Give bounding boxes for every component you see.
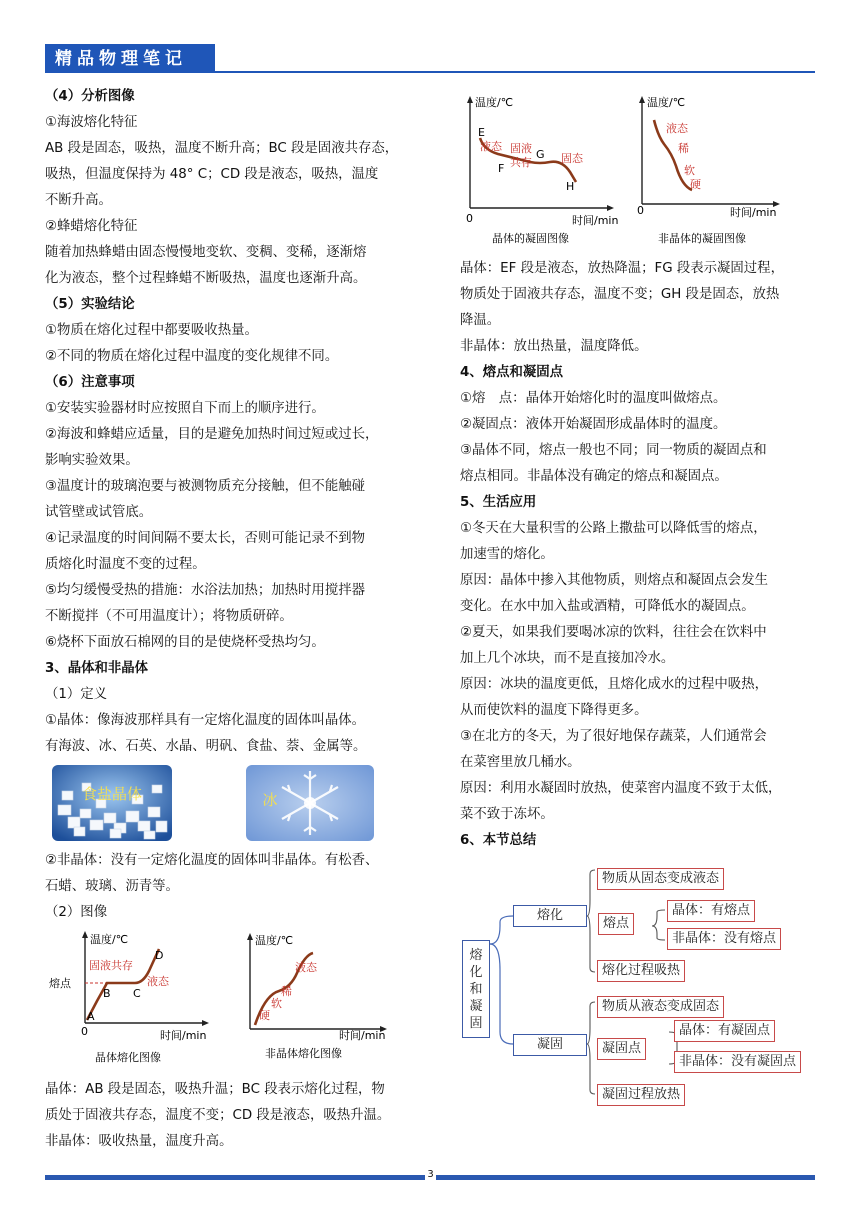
melting-point-box: 熔点	[598, 913, 634, 935]
y-axis-label: 温度/℃	[255, 934, 294, 947]
paragraph: 原因：晶体中掺入其他物质，则熔点和凝固点会发生	[460, 573, 768, 588]
point-e: E	[478, 126, 485, 139]
origin-label: 0	[81, 1025, 88, 1038]
hard-label: 硬	[690, 178, 701, 191]
graph-caption: 非晶体熔化图像	[265, 1047, 342, 1060]
right-column	[460, 256, 820, 854]
noncrystal-melting-graph	[235, 925, 415, 1070]
ice-label: 冰	[262, 791, 278, 809]
soft-label: 软	[684, 164, 695, 177]
root-char: 化	[469, 965, 483, 980]
noncrystal-melting-point-box: 非晶体：没有熔点	[667, 928, 781, 950]
paragraph: 变化。在水中加入盐或酒精，可降低水的凝固点。	[460, 599, 755, 614]
footer-bar-right	[436, 1175, 815, 1180]
footer-bar-left	[45, 1175, 425, 1180]
paragraph: ②夏天，如果我们要喝冰凉的饮料，往往会在饮料中	[460, 625, 767, 640]
solid-label: 固态	[561, 152, 583, 165]
point-c: C	[133, 987, 141, 1000]
header-rule	[215, 71, 815, 73]
point-d: D	[155, 949, 164, 962]
freezing-heat-box: 凝固过程放热	[597, 1084, 685, 1106]
paragraph: ④记录温度的时间间隔不要太长，否则可能记录不到物	[45, 531, 365, 546]
left-column-top	[45, 84, 425, 760]
paragraph: 晶体：AB 段是固态，吸热升温；BC 段表示熔化过程，物	[45, 1082, 385, 1097]
thin-label: 稀	[678, 142, 689, 155]
paragraph: ②凝固点：液体开始凝固形成晶体时的温度。	[460, 417, 727, 432]
graph-caption: 晶体熔化图像	[95, 1051, 161, 1064]
paragraph: ①安装实验器材时应按照自下而上的顺序进行。	[45, 401, 325, 416]
liquid-label: 液态	[666, 122, 688, 135]
paragraph: 熔点相同。非晶体没有确定的熔点和凝固点。	[460, 469, 728, 484]
x-axis-label: 时间/min	[730, 206, 777, 219]
paragraph: ①海波熔化特征	[45, 115, 138, 130]
paragraph: 菜不致于冻坏。	[460, 807, 554, 822]
page-number: 3	[427, 1169, 434, 1180]
liquid-label: 液态	[147, 975, 169, 988]
root-char: 和	[469, 982, 483, 997]
x-axis-label: 时间/min	[160, 1029, 207, 1042]
paragraph: 原因：冰块的温度更低，且熔化成水的过程中吸热，	[460, 677, 768, 692]
origin-label: 0	[637, 204, 644, 217]
paragraph: 随着加热蜂蜡由固态慢慢地变软、变稠、变稀，逐渐熔	[45, 245, 367, 260]
point-b: B	[103, 987, 111, 1000]
paragraph: ③在北方的冬天，为了很好地保存蔬菜，人们通常会	[460, 729, 767, 744]
thin-label: 稀	[281, 985, 292, 998]
crystal-freezing-graph	[458, 90, 628, 250]
root-char: 凝	[469, 999, 483, 1014]
paragraph: 化为液态，整个过程蜂蜡不断吸热，温度也逐渐升高。	[45, 271, 367, 286]
paragraph: 从而使饮料的温度下降得更多。	[460, 703, 648, 718]
coexist-label-2: 共存	[510, 156, 532, 169]
melting-definition-box: 物质从固态变成液态	[597, 868, 724, 890]
coexist-label: 固液共存	[89, 959, 133, 972]
paragraph: ③晶体不同，熔点一般也不同；同一物质的凝固点和	[460, 443, 767, 458]
salt-label: 食盐晶体	[81, 785, 143, 803]
paragraph: 在菜窖里放几桶水。	[460, 755, 581, 770]
section-title: （5）实验结论	[45, 297, 135, 312]
section-title: 3、晶体和非晶体	[45, 661, 149, 676]
soft-label: 软	[271, 997, 282, 1010]
paragraph: 降温。	[460, 313, 501, 328]
y-axis-label: 温度/℃	[90, 933, 129, 946]
liquid-label: 液态	[295, 961, 317, 974]
header-title: 精品物理笔记	[55, 49, 187, 69]
salt-crystal-image	[52, 765, 172, 841]
crystal-melting-point-box: 晶体：有熔点	[667, 900, 755, 922]
paragraph: （1）定义	[45, 687, 108, 702]
section-title: 6、本节总结	[460, 833, 537, 848]
paragraph: 吸热，但温度保持为 48° C；CD 段是液态，吸热，温度	[45, 167, 379, 182]
freezing-definition-box: 物质从液态变成固态	[597, 996, 724, 1018]
crystal-melting-graph	[45, 925, 225, 1070]
paragraph: 石蜡、玻璃、沥青等。	[45, 879, 179, 894]
y-axis-label: 温度/℃	[647, 96, 686, 109]
coexist-label-1: 固液	[510, 142, 532, 155]
paragraph: ①熔 点：晶体开始熔化时的温度叫做熔点。	[460, 391, 727, 406]
paragraph: ⑥烧杯下面放石棉网的目的是使烧杯受热均匀。	[45, 635, 325, 650]
graph-caption: 非晶体的凝固图像	[658, 232, 746, 245]
crystal-freezing-point-box: 晶体：有凝固点	[674, 1020, 775, 1042]
melting-heat-box: 熔化过程吸热	[597, 960, 685, 982]
liquid-label: 液态	[480, 140, 502, 153]
paragraph: ⑤均匀缓慢受热的措施：水浴法加热；加热时用搅拌器	[45, 583, 365, 598]
melting-node: 熔化	[513, 905, 587, 927]
paragraph: ②海波和蜂蜡应适量，目的是避免加热时间过短或过长，	[45, 427, 379, 442]
paragraph: ③温度计的玻璃泡要与被测物质充分接触，但不能触碰	[45, 479, 365, 494]
mind-map-connectors	[455, 860, 815, 1120]
x-axis-label: 时间/min	[339, 1029, 386, 1042]
paragraph: 质处于固液共存态，温度不变；CD 段是液态，吸热升温。	[45, 1108, 391, 1123]
paragraph: （2）图像	[45, 905, 108, 920]
paragraph: ②蜂蜡熔化特征	[45, 219, 138, 234]
paragraph: 质熔化时温度不变的过程。	[45, 557, 206, 572]
ice-crystal-image	[246, 765, 374, 841]
noncrystal-freezing-point-box: 非晶体：没有凝固点	[674, 1051, 801, 1073]
summary-root-box	[462, 940, 490, 1038]
root-char: 固	[469, 1016, 483, 1031]
paragraph: 加速雪的熔化。	[460, 547, 554, 562]
paragraph: 非晶体：放出热量，温度降低。	[460, 339, 648, 354]
point-a: A	[87, 1010, 95, 1023]
paragraph: 非晶体：吸收热量，温度升高。	[45, 1134, 233, 1149]
section-title: 4、熔点和凝固点	[460, 365, 564, 380]
paragraph: 不断升高。	[45, 193, 112, 208]
noncrystal-freezing-graph	[630, 90, 790, 250]
hard-label: 硬	[259, 1009, 270, 1022]
paragraph: 试管壁或试管底。	[45, 505, 153, 520]
paragraph: ①晶体：像海波那样具有一定熔化温度的固体叫晶体。	[45, 713, 365, 728]
y-axis-label: 温度/℃	[475, 96, 514, 109]
paragraph: ①冬天在大量积雪的公路上撒盐可以降低雪的熔点，	[460, 521, 767, 536]
section-title: （4）分析图像	[45, 89, 135, 104]
paragraph: 加上几个冰块，而不是直接加冷水。	[460, 651, 675, 666]
paragraph: ①物质在熔化过程中都要吸收热量。	[45, 323, 258, 338]
melting-point-label: 熔点	[49, 977, 71, 990]
left-column-bottom	[45, 1077, 425, 1155]
paragraph: 不断搅拌（不可用温度计）；将物质研碎。	[45, 609, 293, 624]
paragraph: AB 段是固态，吸热，温度不断升高；BC 段是固液共存态，	[45, 141, 399, 156]
paragraph: 晶体：EF 段是液态，放热降温；FG 段表示凝固过程，	[460, 261, 784, 276]
paragraph: 影响实验效果。	[45, 453, 139, 468]
origin-label: 0	[466, 212, 473, 225]
paragraph: 有海波、冰、石英、水晶、明矾、食盐、萘、金属等。	[45, 739, 367, 754]
paragraph: 原因：利用水凝固时放热，使菜窖内温度不致于太低，	[460, 781, 782, 796]
paragraph: ②非晶体：没有一定熔化温度的固体叫非晶体。有松香、	[45, 853, 379, 868]
point-g: G	[536, 148, 545, 161]
x-axis-label: 时间/min	[572, 214, 619, 227]
left-column-mid	[45, 848, 425, 926]
freezing-node: 凝固	[513, 1034, 587, 1056]
point-f: F	[498, 162, 505, 175]
paragraph: 物质处于固液共存态，温度不变；GH 段是固态，放热	[460, 287, 780, 302]
section-title: 5、生活应用	[460, 495, 537, 510]
paragraph: ②不同的物质在熔化过程中温度的变化规律不同。	[45, 349, 339, 364]
graph-caption: 晶体的凝固图像	[492, 232, 569, 245]
section-title: （6）注意事项	[45, 375, 135, 390]
point-h: H	[566, 180, 575, 193]
freezing-point-box: 凝固点	[597, 1038, 646, 1060]
root-char: 熔	[469, 948, 483, 963]
